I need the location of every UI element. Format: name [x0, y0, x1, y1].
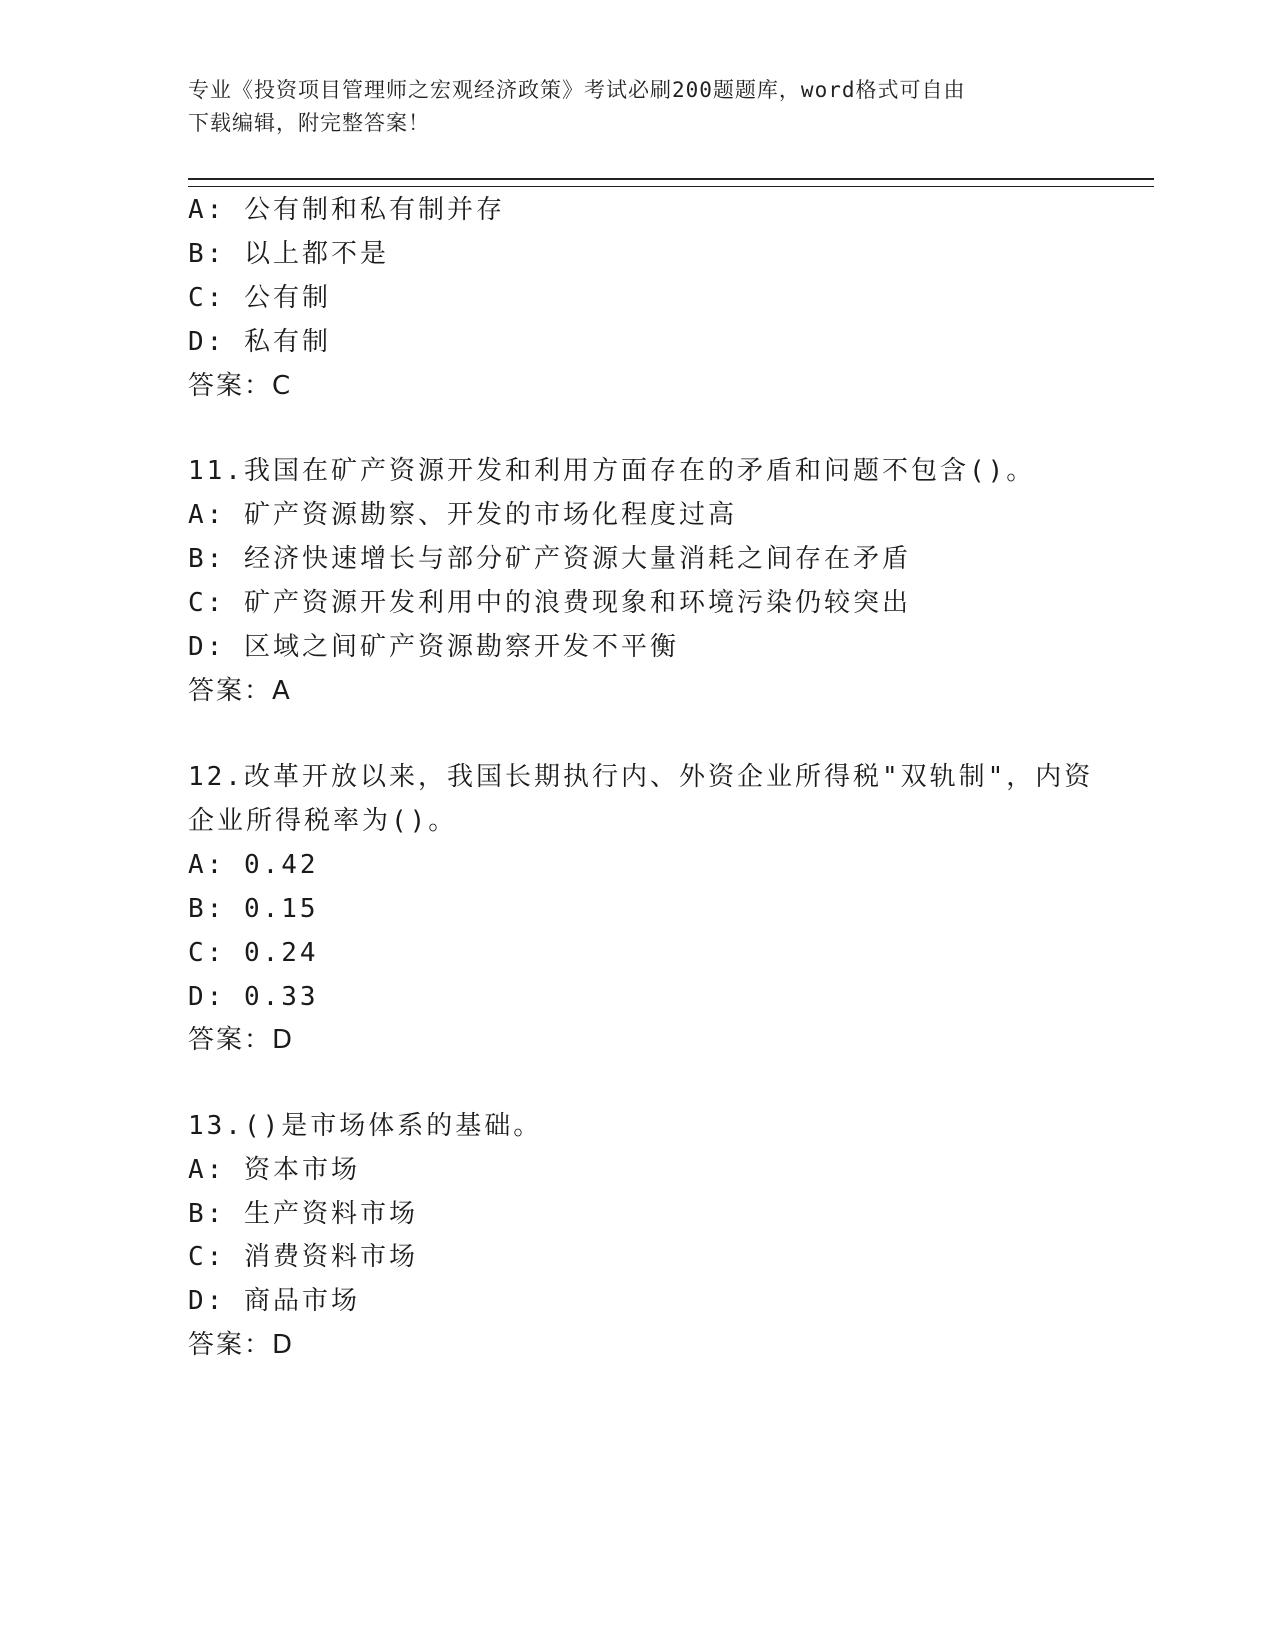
document-header: [188, 74, 1088, 140]
q11-question: 11.我国在矿产资源开发和利用方面存在的矛盾和问题不包含()。: [188, 456, 1036, 486]
q13-question: 13.()是市场体系的基础。: [188, 1111, 543, 1141]
q11-option-a: A: 矿产资源勘察、开发的市场化程度过高: [188, 500, 737, 530]
q12-option-b: B: 0.15: [188, 894, 319, 924]
q11-answer: 答案：A: [188, 676, 292, 706]
q13-answer: 答案：D: [188, 1330, 295, 1360]
q13-option-c: C: 消费资料市场: [188, 1242, 418, 1272]
q13-option-b: B: 生产资料市场: [188, 1199, 418, 1229]
q12-option-d: D: 0.33: [188, 982, 319, 1012]
q12-option-c: C: 0.24: [188, 938, 319, 968]
q11-option-b: B: 经济快速增长与部分矿产资源大量消耗之间存在矛盾: [188, 544, 911, 574]
q10-option-c: C: 公有制: [188, 283, 331, 313]
q11-option-d: D: 区域之间矿产资源勘察开发不平衡: [188, 632, 679, 662]
q12-question-line-2: 企业所得税率为()。: [188, 806, 458, 836]
q10-answer: 答案：C: [188, 371, 293, 401]
header-divider: [188, 178, 1154, 187]
q10-option-b: B: 以上都不是: [188, 239, 389, 269]
q12-question-line-1: 12.改革开放以来，我国长期执行内、外资企业所得税"双轨制"，内资: [188, 762, 1094, 792]
q13-option-a: A: 资本市场: [188, 1155, 360, 1185]
header-line-1: 专业《投资项目管理师之宏观经济政策》考试必刷200题题库，word格式可自由: [188, 78, 966, 102]
q11-option-c: C: 矿产资源开发利用中的浪费现象和环境污染仍较突出: [188, 588, 911, 618]
q10-option-d: D: 私有制: [188, 327, 331, 357]
q12-answer: 答案：D: [188, 1025, 295, 1055]
q13-option-d: D: 商品市场: [188, 1286, 360, 1316]
header-line-2: 下载编辑，附完整答案！: [188, 111, 430, 135]
q12-option-a: A: 0.42: [188, 850, 319, 880]
q10-option-a: A: 公有制和私有制并存: [188, 195, 505, 225]
